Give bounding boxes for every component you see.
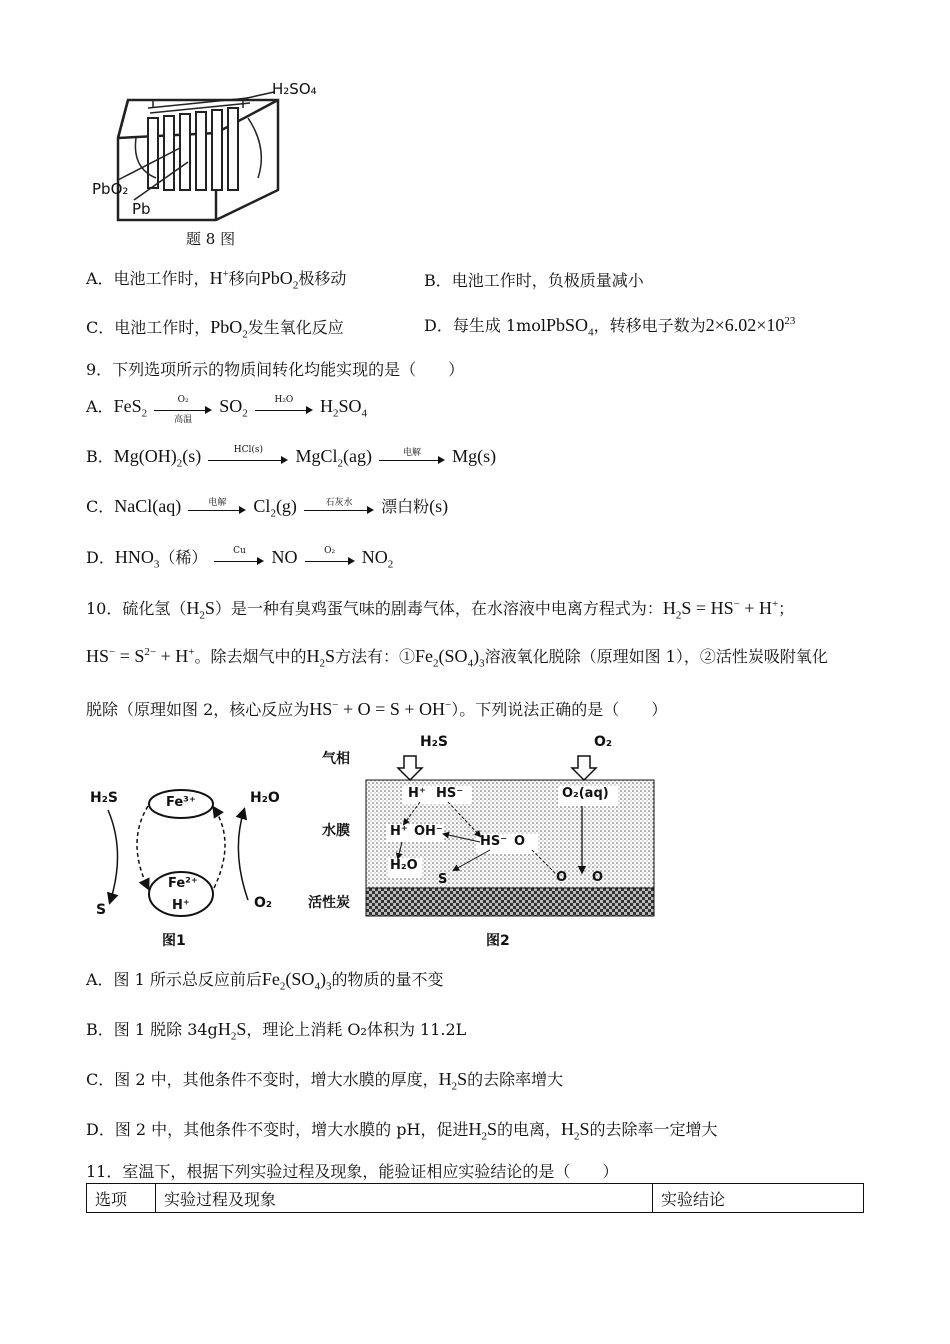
fig2-label-water: 水膜 [322, 823, 350, 839]
q8-option-c: C．电池工作时，PbO$_2$发生氧化反应 [86, 317, 344, 341]
q9-option-a: A．FeS$_2$ O₂ 高温 $SO_2$ H₂O $H_2SO_4$ [86, 394, 367, 425]
fig1-label-fe2: Fe²⁺ [168, 876, 198, 891]
table-header-row [87, 1184, 864, 1213]
table-header-process: 实验过程及现象 [156, 1184, 653, 1213]
fig2-label-h2o: H₂O [390, 858, 418, 873]
q8-option-d: D．每生成 1molPbSO$_4$，转移电子数为$2\times 6.02\times 10^{23}$ [424, 315, 796, 339]
battery-diagram [88, 78, 338, 228]
fig2-label-hs-top: HS⁻ [436, 786, 464, 801]
fig2-label-o-a: O [556, 870, 568, 885]
q10-option-d: D．图 2 中，其他条件不变时，增大水膜的 pH，促进$H_2S$的电离，$H_2S$的去除率一定增大 [86, 1119, 718, 1143]
label-pb: Pb [132, 200, 151, 218]
q11-table [86, 1183, 864, 1213]
q10-stem-line3: 脱除（原理如图 2，核心反应为HS− + O = S + OH−）。下列说法正确的是（ ） [86, 699, 668, 719]
q9-stem: 9．下列选项所示的物质间转化均能实现的是（ ） [86, 360, 465, 379]
figure1-cycle-diagram [86, 782, 306, 947]
label-h2so4: H₂SO₄ [272, 80, 317, 98]
q11-stem: 11．室温下，根据下列实验过程及现象，能验证相应实验结论的是（ ） [86, 1162, 619, 1181]
q10-option-c: C．图 2 中，其他条件不变时，增大水膜的厚度，$H_2S$的去除率增大 [86, 1069, 564, 1093]
table-header-conclusion: 实验结论 [653, 1184, 864, 1213]
fig1-label-h: H⁺ [172, 898, 190, 913]
arrow-icon: 电解 [379, 451, 445, 465]
fig2-caption: 图2 [486, 933, 510, 949]
fig2-label-hs-mid: HS⁻ [480, 834, 508, 849]
arrow-icon: Cu [214, 552, 264, 566]
arrow-icon: 电解 [188, 501, 246, 515]
fig1-label-h2o: H₂O [250, 790, 280, 806]
fig2-label-oh: OH⁻ [414, 824, 443, 839]
q9-option-d: D．$HNO_3$（稀） Cu NO O₂ $NO_2$ [86, 545, 394, 571]
fig2-label-h-mid: H⁺ [390, 824, 408, 839]
fig1-label-s: S [96, 902, 107, 918]
table-header-option: 选项 [87, 1184, 156, 1213]
fig2-label-h2s: H₂S [420, 734, 448, 750]
q10-option-b: B．图 1 脱除 $34gH_2S$，理论上消耗 O₂体积为 11.2L [86, 1019, 467, 1043]
arrow-icon: 石灰水 [304, 501, 374, 515]
fig2-label-carbon: 活性炭 [308, 895, 350, 911]
figure-caption: 题 8 图 [186, 230, 236, 248]
fig2-label-o2aq: O₂(aq) [562, 786, 609, 801]
q8-option-a: A．电池工作时，H+移向PbO$_2$极移动 [86, 268, 347, 292]
q8-option-b: B．电池工作时，负极质量减小 [424, 271, 644, 290]
label-pbo2: PbO₂ [92, 180, 129, 198]
fig2-label-o-b: O [592, 870, 604, 885]
fig2-label-gas: 气相 [322, 751, 350, 767]
fig1-caption: 图1 [162, 933, 186, 949]
fig1-label-o2: O₂ [254, 895, 273, 911]
arrow-icon: O₂ 高温 [154, 401, 212, 415]
fig1-label-fe3: Fe³⁺ [166, 795, 196, 810]
q10-option-a: A．图 1 所示总反应前后$Fe_2(SO_4)_3$的物质的量不变 [86, 969, 444, 993]
q9-option-b: B．$Mg(OH)_2(s)$ HCl(s) MgCl$_2$(ag) 电解 Mg(s) [86, 444, 497, 470]
arrow-icon: H₂O [255, 401, 313, 415]
q9-option-c: C．NaCl(aq) 电解 $Cl_2(g)$ 石灰水 漂白粉(s) [86, 496, 449, 520]
fig2-label-h-top: H⁺ [408, 786, 426, 801]
fig1-label-h2s: H₂S [90, 790, 118, 806]
arrow-icon: HCl(s) [208, 451, 288, 465]
fig2-label-o2: O₂ [594, 734, 613, 750]
q10-stem-line2: $HS^- = S^{2-} + H^+$。除去烟气中的$H_2S$方法有：$①Fe_2(SO_4)_3$溶液氧化脱除（原理如图 1），②活性炭吸附氧化 [86, 646, 828, 670]
q10-stem-line1: 10．硫化氢$(H_2S)$是一种有臭鸡蛋气味的剧毒气体，在水溶液中电离方程式为：$H_2S = HS^- + H^+$； [86, 598, 795, 622]
fig2-label-o-mid: O [514, 834, 526, 849]
arrow-icon: O₂ [305, 552, 355, 566]
fig2-label-s: S [438, 872, 448, 887]
